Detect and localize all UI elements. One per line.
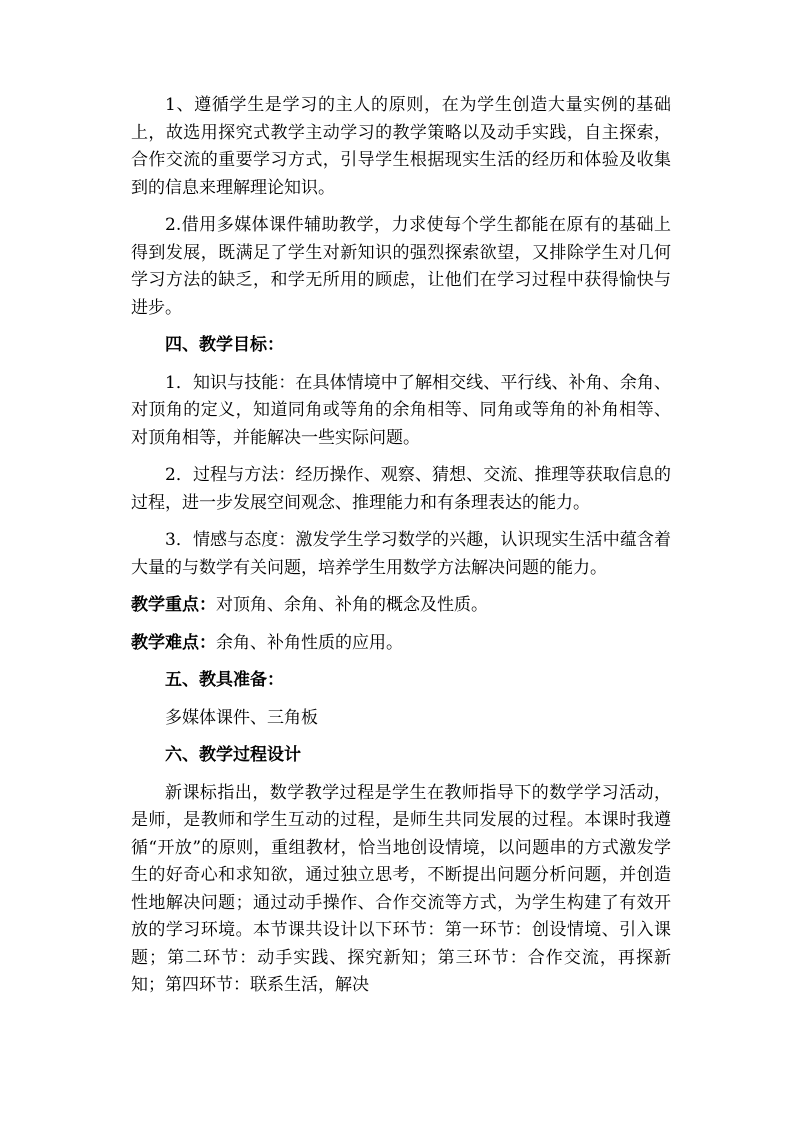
section-heading-process: 六、教学过程设计 (165, 745, 301, 765)
teaching-difficulty-label: 教学难点： (131, 632, 216, 653)
goal-emotion-attitude: 3．情感与态度：激发学生学习数学的兴趣，认识现实生活中蕴含着大量的与数学有关问题，培养学生用数学方法解决问题的能力。 (131, 530, 671, 578)
teaching-focus-label: 教学重点： (131, 595, 216, 615)
goal-process-methods: 2．过程与方法：经历操作、观察、猜想、交流、推理等获取信息的过程，进一步发展空间观念、推理能力和有条理表达的能力。 (131, 465, 671, 513)
teaching-focus-text: 对顶角、余角、补角的概念及性质。 (216, 595, 488, 615)
paragraph-strategy: 1、遵循学生是学习的主人的原则，在为学生创造大量实例的基础上，故选用探究式教学主动学习的教学策略以及动手实践，自主探索，合作交流的重要学习方式，引导学生根据现实生活的经历和体验及收集到的信息来理解理论知识。 (131, 95, 671, 198)
goal-knowledge-skills: 1．知识与技能：在具体情境中了解相交线、平行线、补角、余角、对顶角的定义，知道同角或等角的余角相等、同角或等角的补角相等、对顶角相等，并能解决一些实际问题。 (131, 372, 671, 448)
tools-list: 多媒体课件、三角板 (165, 707, 318, 728)
teaching-focus (131, 592, 671, 620)
paragraph-multimedia: 2.借用多媒体课件辅助教学，力求使每个学生都能在原有的基础上得到发展，既满足了学生对新知识的强烈探索欲望，又排除学生对几何学习方法的缺乏，和学无所用的顾虑，让他们在学习过程中获得愉快与进步。 (131, 215, 671, 318)
document-body (131, 92, 671, 1010)
section-heading-tools: 五、教具准备： (165, 670, 284, 690)
teaching-difficulty-text: 余角、补角性质的应用。 (216, 632, 403, 653)
section-heading-goals: 四、教学目标： (165, 335, 284, 355)
process-paragraph: 新课标指出，数学教学过程是学生在教师指导下的数学学习活动，是师，是教师和学生互动的过程，是师生共同发展的过程。本课时我遵循“开放”的原则，重组教材，恰当地创设情境，以问题串的方式激发学生的好奇心和求知欲，通过独立思考，不断提出问题分析问题，并创造性地解决问题；通过动手操作、合作交流等方式，为学生构建了有效开放的学习环境。本节课共设计以下环节：第一环节：创设情境、引入课题；第二环节：动手实践、探究新知；第三环节：合作交流，再探新知；第四环节：联系生活，解决 (131, 782, 671, 995)
teaching-difficulty (131, 630, 671, 658)
